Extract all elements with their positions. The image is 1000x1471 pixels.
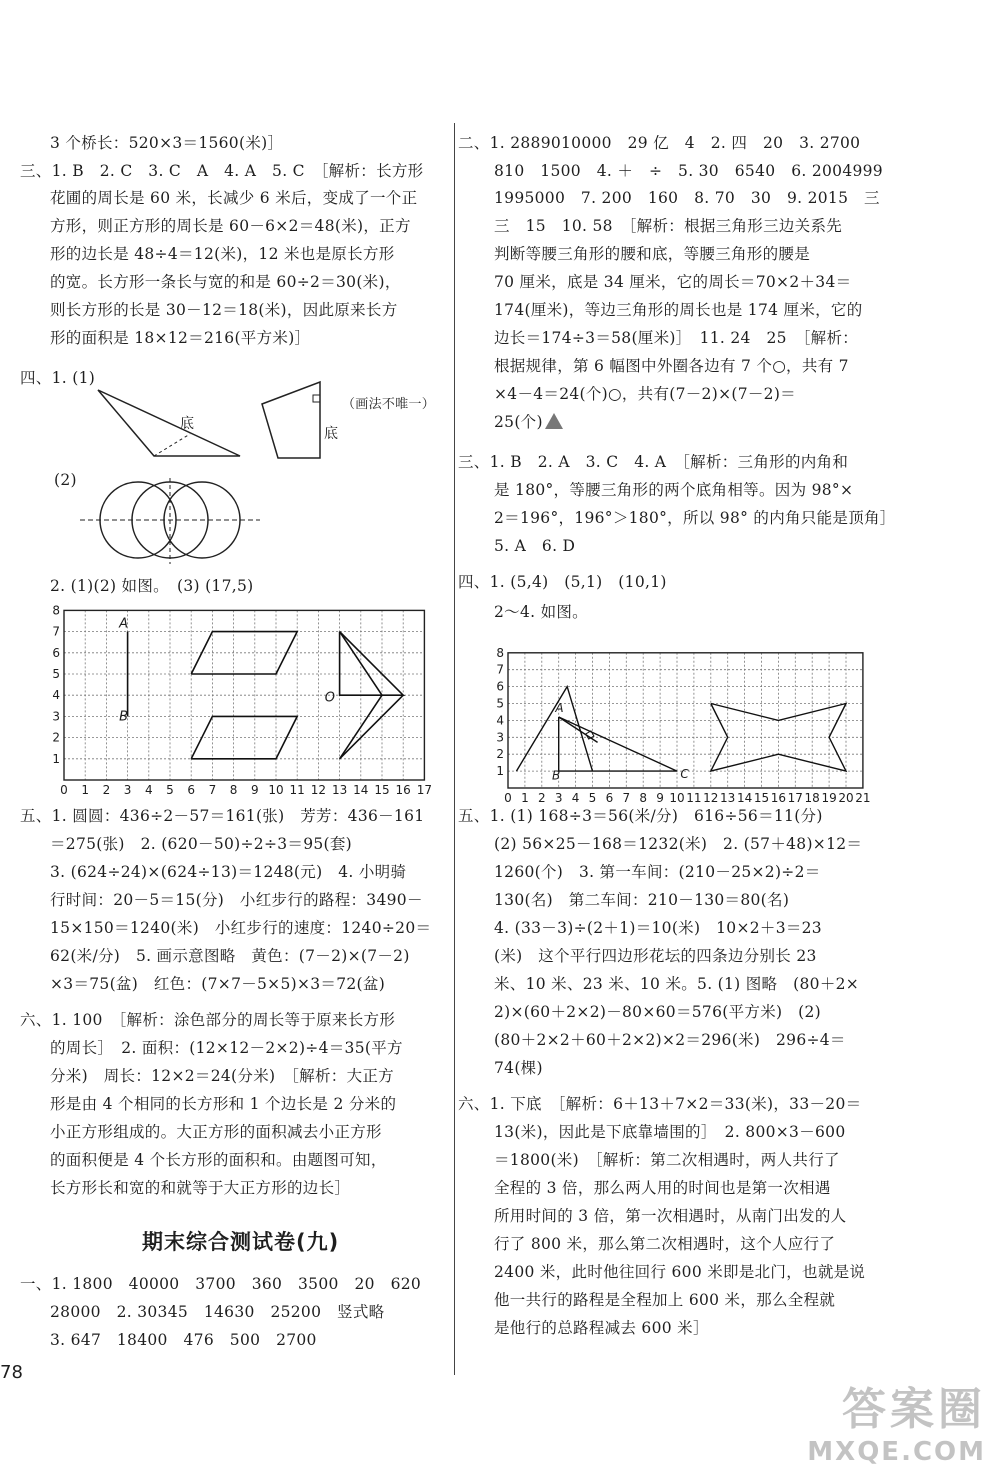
x-tick-label: 11 bbox=[686, 791, 702, 805]
point-label: A bbox=[555, 700, 564, 715]
text-line: (2) 56×25－168＝1232(米) 2. (57＋48)×12＝ bbox=[494, 835, 863, 853]
text-line: 判断等腰三角形的腰和底，等腰三角形的腰是 bbox=[494, 245, 811, 263]
base-label: 底 bbox=[180, 416, 194, 432]
y-tick-label: 2 bbox=[52, 730, 60, 745]
text-line: 15×150＝1240(米) 小红步行的速度：1240÷20＝ bbox=[50, 919, 432, 937]
text-line: 的周长］ 2. 面积：(12×12－2×2)÷4＝35(平方 bbox=[50, 1039, 403, 1057]
text-line: 形是由 4 个相同的长方形和 1 个边长是 2 分米的 bbox=[50, 1095, 397, 1113]
text-line: 六、1. 下底 ［解析：6＋13＋7×2＝33(米)，33－20＝ bbox=[458, 1095, 862, 1113]
text-line: ＝1800(米) ［解析：第二次相遇时，两人共行了 bbox=[494, 1151, 840, 1169]
text-line: 全程的 3 倍，那么两人用的时间也是第一次相遇 bbox=[494, 1179, 831, 1197]
text-line: 1995000 7. 200 160 8. 70 30 9. 2015 三 bbox=[494, 189, 880, 207]
text-line: 长方形长和宽的和就等于大正方形的边长］ bbox=[50, 1179, 351, 1197]
trapezoid-figure bbox=[258, 372, 348, 462]
text-line: 四、1. (1) bbox=[20, 369, 96, 387]
text-line: 行时间：20－5＝15(分) 小红步行的路程：3490－ bbox=[50, 891, 423, 909]
text-line: 边长＝174÷3＝58(厘米)］ 11. 24 25 ［解析： bbox=[494, 329, 859, 347]
text-line: 4. (33－3)÷(2＋1)＝10(米) 10×2＋3＝23 bbox=[494, 919, 822, 937]
x-tick-label: 1 bbox=[521, 791, 529, 805]
text-line: ×3＝75(盆) 红色：(7×7－5×5)×3＝72(盆) bbox=[50, 975, 386, 993]
x-tick-label: 9 bbox=[250, 783, 259, 797]
text-line: 三、1. B 2. A 3. C 4. A ［解析：三角形的内角和 bbox=[458, 453, 849, 471]
x-tick-label: 17 bbox=[787, 791, 803, 805]
text-line: 六、1. 100 ［解析：涂色部分的周长等于原来长方形 bbox=[20, 1011, 396, 1029]
point-label: B bbox=[119, 709, 129, 725]
text-line: ＝275(张) 2. (620－50)÷2÷3＝95(套) bbox=[50, 835, 353, 853]
triangle-icon bbox=[545, 413, 563, 429]
y-tick-label: 8 bbox=[52, 603, 60, 618]
text-line: (2) bbox=[54, 471, 77, 489]
text-line: 的面积便是 4 个长方形的面积和。由题图可知， bbox=[50, 1151, 387, 1169]
y-tick-label: 6 bbox=[52, 645, 60, 660]
text-line: 他一共行的路程是全程加上 600 米，那么全程就 bbox=[494, 1291, 836, 1309]
x-tick-label: 12 bbox=[310, 783, 327, 797]
big-triangle bbox=[516, 687, 592, 772]
text-line: 2400 米，此时他往回行 600 米即是北门，也就是说 bbox=[494, 1263, 866, 1281]
x-tick-label: 8 bbox=[229, 783, 238, 797]
x-tick-label: 17 bbox=[416, 783, 433, 797]
y-tick-label: 1 bbox=[52, 751, 60, 766]
drawing-note: （画法不唯一） bbox=[342, 397, 436, 412]
x-tick-label: 19 bbox=[821, 791, 837, 805]
base-label: 底 bbox=[324, 426, 338, 442]
text-line: 28000 2. 30345 14630 25200 竖式略 bbox=[50, 1303, 385, 1321]
text-line: 3 个桥长：520×3＝1560(米)］ bbox=[50, 134, 284, 152]
text-line: (米) 这个平行四边形花坛的四条边分别长 23 bbox=[494, 947, 817, 965]
x-tick-label: 2 bbox=[102, 783, 111, 797]
text-line: ×4－4＝24(个)○，共有(7－2)×(7－2)＝ bbox=[494, 385, 796, 403]
text-line: 行了 800 米，那么第二次相遇时，这个人应行了 bbox=[494, 1235, 836, 1253]
text-line: 2. (1)(2) 如图。 (3) (17,5) bbox=[50, 577, 254, 595]
text-line: 174(厘米)，等边三角形的周长也是 174 厘米，它的 bbox=[494, 301, 863, 319]
text-line: 的宽。长方形一条长与宽的和是 60÷2＝30(米)， bbox=[50, 273, 401, 291]
watermark-logo: 答案圈 bbox=[842, 1384, 986, 1435]
point-label: B bbox=[551, 768, 561, 783]
point-label: C bbox=[680, 766, 689, 781]
y-tick-label: 6 bbox=[496, 679, 504, 694]
text-line: 四、1. (5,4) (5,1) (10,1) bbox=[458, 573, 667, 591]
y-tick-label: 7 bbox=[496, 662, 504, 677]
x-tick-label: 1 bbox=[81, 783, 90, 797]
text-line: 5. A 6. D bbox=[494, 537, 576, 555]
x-tick-label: 10 bbox=[268, 783, 284, 797]
text-line: 形的面积是 18×12＝216(平方米)］ bbox=[50, 329, 311, 347]
x-tick-label: 0 bbox=[504, 791, 512, 805]
x-tick-label: 21 bbox=[855, 791, 871, 805]
y-tick-label: 7 bbox=[52, 624, 60, 639]
text-line: 所用时间的 3 倍，第一次相遇时，从南门出发的人 bbox=[494, 1207, 847, 1225]
x-tick-label: 2 bbox=[537, 791, 546, 805]
text-line: 是他行的总路程减去 600 米］ bbox=[494, 1319, 709, 1337]
text-line: 五、1. 圆圆：436÷2－57＝161(张) 芳芳：436－161 bbox=[20, 807, 425, 825]
x-tick-label: 15 bbox=[374, 783, 390, 797]
text-line: 62(米/分) 5. 画示意图略 黄色：(7－2)×(7－2) bbox=[50, 947, 410, 965]
text-line: 2～4. 如图。 bbox=[494, 603, 588, 621]
triangle-original bbox=[340, 632, 404, 696]
page-number: 78 bbox=[0, 1362, 23, 1383]
x-tick-label: 7 bbox=[622, 791, 631, 805]
three-circles-figure bbox=[80, 476, 260, 566]
x-tick-label: 7 bbox=[208, 783, 217, 797]
point-label: A bbox=[119, 616, 129, 632]
text-line: 二、1. 2889010000 29 亿 4 2. 四 20 3. 2700 bbox=[458, 134, 861, 152]
text-line: 三 15 10. 58 ［解析：根据三角形三边关系先 bbox=[494, 217, 843, 235]
x-tick-label: 11 bbox=[289, 783, 305, 797]
point-label: O bbox=[324, 690, 335, 706]
x-tick-label: 13 bbox=[720, 791, 736, 805]
text-line: 是 180°，等腰三角形的两个底角相等。因为 98°× bbox=[494, 481, 854, 499]
coordinate-grid-right bbox=[488, 628, 908, 804]
x-tick-label: 9 bbox=[656, 791, 664, 805]
text-line: 3. 647 18400 476 500 2700 bbox=[50, 1331, 317, 1349]
text-line: 花圃的周长是 60 米，长减少 6 米后，变成了一个正 bbox=[50, 189, 418, 207]
y-tick-label: 3 bbox=[52, 709, 60, 724]
y-tick-label: 5 bbox=[52, 667, 60, 681]
text-line: 三、1. B 2. C 3. C A 4. A 5. C ［解析：长方形 bbox=[20, 162, 424, 180]
watermark bbox=[807, 1373, 986, 1467]
x-tick-label: 14 bbox=[736, 791, 753, 805]
watermark-url: MXQE.COM bbox=[807, 1437, 986, 1467]
text-line: 米、10 米、23 米、10 米。5. (1) 图略 (80＋2× bbox=[494, 975, 860, 993]
right-triangle bbox=[559, 717, 677, 771]
text-line: 分米) 周长：12×2＝24(分米) ［解析：大正方 bbox=[50, 1067, 394, 1085]
text-line: 13(米)，因此是下底靠墙围的］ 2. 800×3－600 bbox=[494, 1123, 846, 1141]
text-line: 一、1. 1800 40000 3700 360 3500 20 620 bbox=[20, 1275, 422, 1293]
text-line: 2＝196°，196°＞180°，所以 98° 的内角只能是顶角］ bbox=[494, 509, 896, 527]
text-line: 2)×(60＋2×2)－80×60＝576(平方米) (2) bbox=[494, 1003, 821, 1021]
y-tick-label: 2 bbox=[496, 747, 504, 762]
x-tick-label: 3 bbox=[554, 791, 563, 805]
column-divider bbox=[454, 123, 455, 1375]
rotated-edge bbox=[340, 695, 404, 759]
x-tick-label: 5 bbox=[166, 783, 174, 797]
x-tick-label: 20 bbox=[838, 791, 854, 805]
x-tick-label: 14 bbox=[353, 783, 369, 797]
x-tick-label: 0 bbox=[60, 783, 68, 797]
coordinate-grid-left bbox=[34, 600, 454, 800]
x-tick-label: 15 bbox=[753, 791, 770, 805]
x-tick-label: 12 bbox=[703, 791, 719, 805]
text-line: 方形，则正方形的周长是 60－6×2＝48(米)，正方 bbox=[50, 217, 411, 235]
text-line: 五、1. (1) 168÷3＝56(米/分) 616÷56＝11(分) bbox=[458, 807, 823, 825]
x-tick-label: 4 bbox=[571, 791, 580, 805]
text-line-part: 25(个) bbox=[494, 413, 543, 431]
x-tick-label: 6 bbox=[187, 783, 196, 797]
text-line: (80＋2×2＋60＋2×2)×2＝296(米) 296÷4＝ bbox=[494, 1031, 846, 1049]
y-tick-label: 4 bbox=[496, 713, 504, 728]
x-tick-label: 6 bbox=[605, 791, 614, 805]
text-line: 小正方形组成的。大正方形的面积减去小正方形 bbox=[50, 1123, 382, 1141]
text-line: 根据规律，第 6 幅图中外圈各边有 7 个○，共有 7 bbox=[494, 357, 849, 375]
x-tick-label: 3 bbox=[123, 783, 132, 797]
x-tick-label: 4 bbox=[144, 783, 153, 797]
text-line: 810 1500 4. ＋ ÷ 5. 30 6540 6. 2004999 bbox=[494, 162, 883, 180]
text-line: 则长方形的长是 30－12＝18(米)，因此原来长方 bbox=[50, 301, 398, 319]
text-line: 3. (624÷24)×(624÷13)＝1248(元) 4. 小明骑 bbox=[50, 863, 407, 881]
y-tick-label: 5 bbox=[496, 696, 504, 711]
text-line bbox=[494, 412, 563, 432]
x-tick-label: 13 bbox=[331, 783, 348, 797]
x-tick-label: 8 bbox=[639, 791, 648, 805]
x-tick-label: 16 bbox=[395, 783, 411, 797]
text-line: 1260(个) 3. 第一车间：(210－25×2)÷2＝ bbox=[494, 863, 821, 881]
y-tick-label: 1 bbox=[496, 764, 504, 779]
y-tick-label: 3 bbox=[496, 730, 504, 745]
x-tick-label: 16 bbox=[770, 791, 787, 805]
x-tick-label: 10 bbox=[669, 791, 685, 805]
x-tick-label: 5 bbox=[588, 791, 597, 805]
section-title: 期末综合测试卷(九) bbox=[142, 1230, 340, 1254]
triangle-figure bbox=[98, 382, 248, 462]
text-line: 70 厘米，底是 34 厘米，它的周长＝70×2＋34＝ bbox=[494, 273, 852, 291]
x-tick-label: 18 bbox=[804, 791, 820, 805]
y-tick-label: 8 bbox=[496, 645, 504, 660]
y-tick-label: 4 bbox=[52, 688, 60, 703]
text-line: 130(名) 第二车间：210－130＝80(名) bbox=[494, 891, 790, 909]
text-line: 形的边长是 48÷4＝12(米)，12 米也是原长方形 bbox=[50, 245, 395, 263]
text-line: 74(棵) bbox=[494, 1059, 543, 1077]
